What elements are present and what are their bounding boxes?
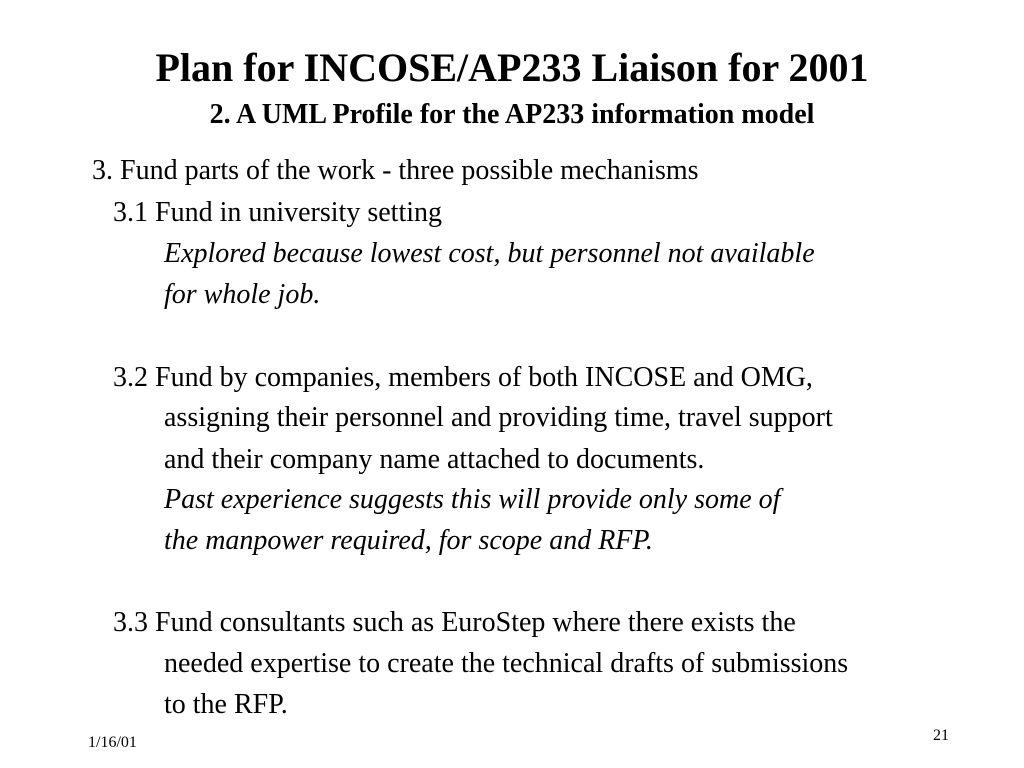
body-heading: 3. Fund parts of the work - three possible mechanisms [92,155,699,186]
item-3-2-note-line-2: the manpower required, for scope and RFP. [164,525,653,556]
footer-page-number: 21 [933,727,949,744]
item-3-3-continuation-line-2: to the RFP. [164,689,288,720]
item-3-1-label: 3.1 Fund in university setting [113,197,442,228]
item-3-2-continuation-line-1: assigning their personnel and providing time, travel support [164,402,833,433]
slide-subtitle: 2. A UML Profile for the AP233 information model [209,99,815,130]
item-3-3-continuation-line-1: needed expertise to create the technical drafts of submissions [164,648,849,679]
item-3-3-label: 3.3 Fund consultants such as EuroStep where there exists the [113,607,796,638]
item-3-1-note-line-2: for whole job. [164,279,321,310]
item-3-2-note-line-1: Past experience suggests this will provide only some of [164,484,781,515]
footer-date: 1/16/01 [88,734,137,751]
item-3-2-label: 3.2 Fund by companies, members of both INCOSE and OMG, [113,362,813,393]
item-3-1-note-line-1: Explored because lowest cost, but personnel not available [164,238,815,269]
item-3-2-continuation-line-2: and their company name attached to documents. [164,444,705,475]
slide-title: Plan for INCOSE/AP233 Liaison for 2001 [155,45,869,90]
